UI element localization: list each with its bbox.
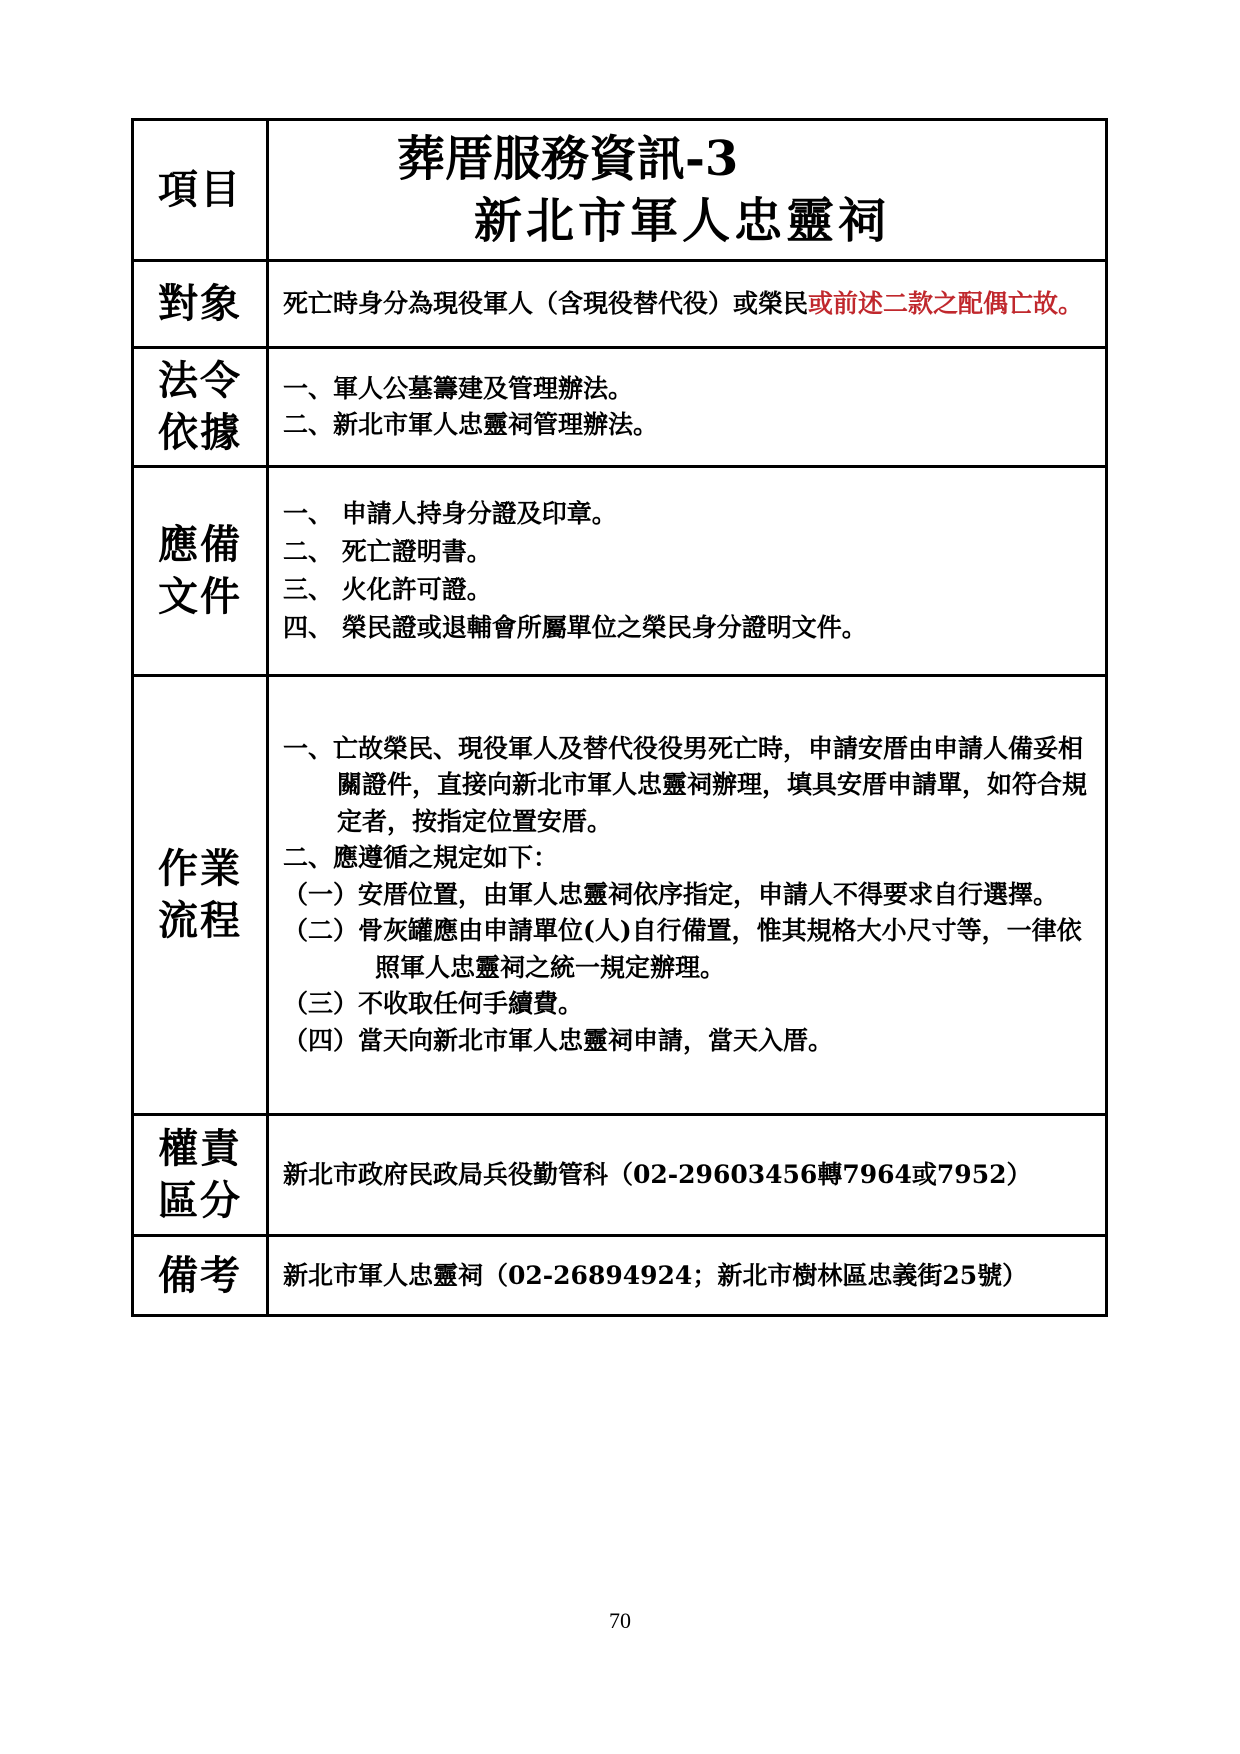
item-label: 項目 bbox=[158, 166, 242, 213]
responsibility-row bbox=[133, 1115, 1107, 1236]
responsibility-text: 新北市政府民政局兵役勤管科（02-29603456轉7964或7952） bbox=[283, 1160, 1032, 1189]
service-info-table bbox=[131, 118, 1108, 1317]
item-label-cell bbox=[133, 120, 268, 261]
title-cell bbox=[268, 120, 1107, 261]
doc-item: 三、 火化許可證。 bbox=[283, 575, 492, 604]
flow-sub-item: （四）當天向新北市軍人忠靈祠申請，當天入厝。 bbox=[283, 1025, 834, 1055]
flow-sub-item: （三）不收取任何手續費。 bbox=[283, 989, 584, 1019]
law-label-line2: 依據 bbox=[158, 409, 242, 456]
target-text: 死亡時身分為現役軍人（含現役替代役）或榮民 bbox=[283, 289, 809, 318]
responsibility-label-cell bbox=[133, 1115, 268, 1236]
target-row bbox=[133, 261, 1107, 348]
page-title: 葬厝服務資訊-3 bbox=[397, 131, 739, 187]
responsibility-content bbox=[268, 1115, 1107, 1236]
target-content bbox=[268, 261, 1107, 348]
note-text: 新北市軍人忠靈祠（02-26894924；新北市樹林區忠義街25號） bbox=[283, 1260, 1028, 1290]
note-label-cell bbox=[133, 1236, 268, 1316]
docs-label-line2: 文件 bbox=[158, 573, 242, 620]
flow-label-line1: 作業 bbox=[158, 845, 242, 892]
page-number: 70 bbox=[609, 1608, 631, 1633]
law-item: 二、新北市軍人忠靈祠管理辦法。 bbox=[283, 410, 659, 439]
docs-label-line1: 應備 bbox=[158, 521, 242, 568]
docs-label-cell bbox=[133, 467, 268, 676]
law-label-cell bbox=[133, 348, 268, 467]
docs-content bbox=[268, 467, 1107, 676]
law-row bbox=[133, 348, 1107, 467]
note-content bbox=[268, 1236, 1107, 1316]
law-label-line1: 法令 bbox=[158, 357, 242, 404]
page-subtitle: 新北市軍人忠靈祠 bbox=[474, 193, 891, 249]
title-row bbox=[133, 120, 1107, 261]
target-text-highlight: 或前述二款之配偶亡故。 bbox=[808, 289, 1084, 318]
law-content bbox=[268, 348, 1107, 467]
docs-row bbox=[133, 467, 1107, 676]
doc-item: 四、 榮民證或退輔會所屬單位之榮民身分證明文件。 bbox=[283, 613, 867, 642]
flow-row bbox=[133, 676, 1107, 1115]
flow-item: 一、亡故榮民、現役軍人及替代役役男死亡時，申請安厝由申請人備妥相關證件，直接向新北市軍人忠靈祠辦理，填具安厝申請單，如符合規定者，按指定位置安厝。 bbox=[283, 733, 1088, 836]
target-label: 對象 bbox=[158, 280, 242, 327]
doc-item: 二、 死亡證明書。 bbox=[283, 537, 492, 566]
flow-sub-item: （一）安厝位置，由軍人忠靈祠依序指定，申請人不得要求自行選擇。 bbox=[283, 879, 1059, 909]
note-label: 備考 bbox=[158, 1251, 242, 1299]
flow-content bbox=[268, 676, 1107, 1115]
target-label-cell bbox=[133, 261, 268, 348]
note-row bbox=[133, 1236, 1107, 1316]
doc-item: 一、 申請人持身分證及印章。 bbox=[283, 499, 617, 528]
responsibility-label-line1: 權責 bbox=[158, 1125, 242, 1172]
flow-label-line2: 流程 bbox=[158, 897, 242, 944]
flow-label-cell bbox=[133, 676, 268, 1115]
law-item: 一、軍人公墓籌建及管理辦法。 bbox=[283, 374, 634, 403]
flow-item: 二、應遵循之規定如下： bbox=[283, 843, 559, 873]
responsibility-label-line2: 區分 bbox=[158, 1177, 242, 1224]
flow-sub-item: （二）骨灰罐應由申請單位(人)自行備置，惟其規格大小尺寸等，一律依照軍人忠靈祠之統一規定辦理。 bbox=[283, 916, 1082, 982]
